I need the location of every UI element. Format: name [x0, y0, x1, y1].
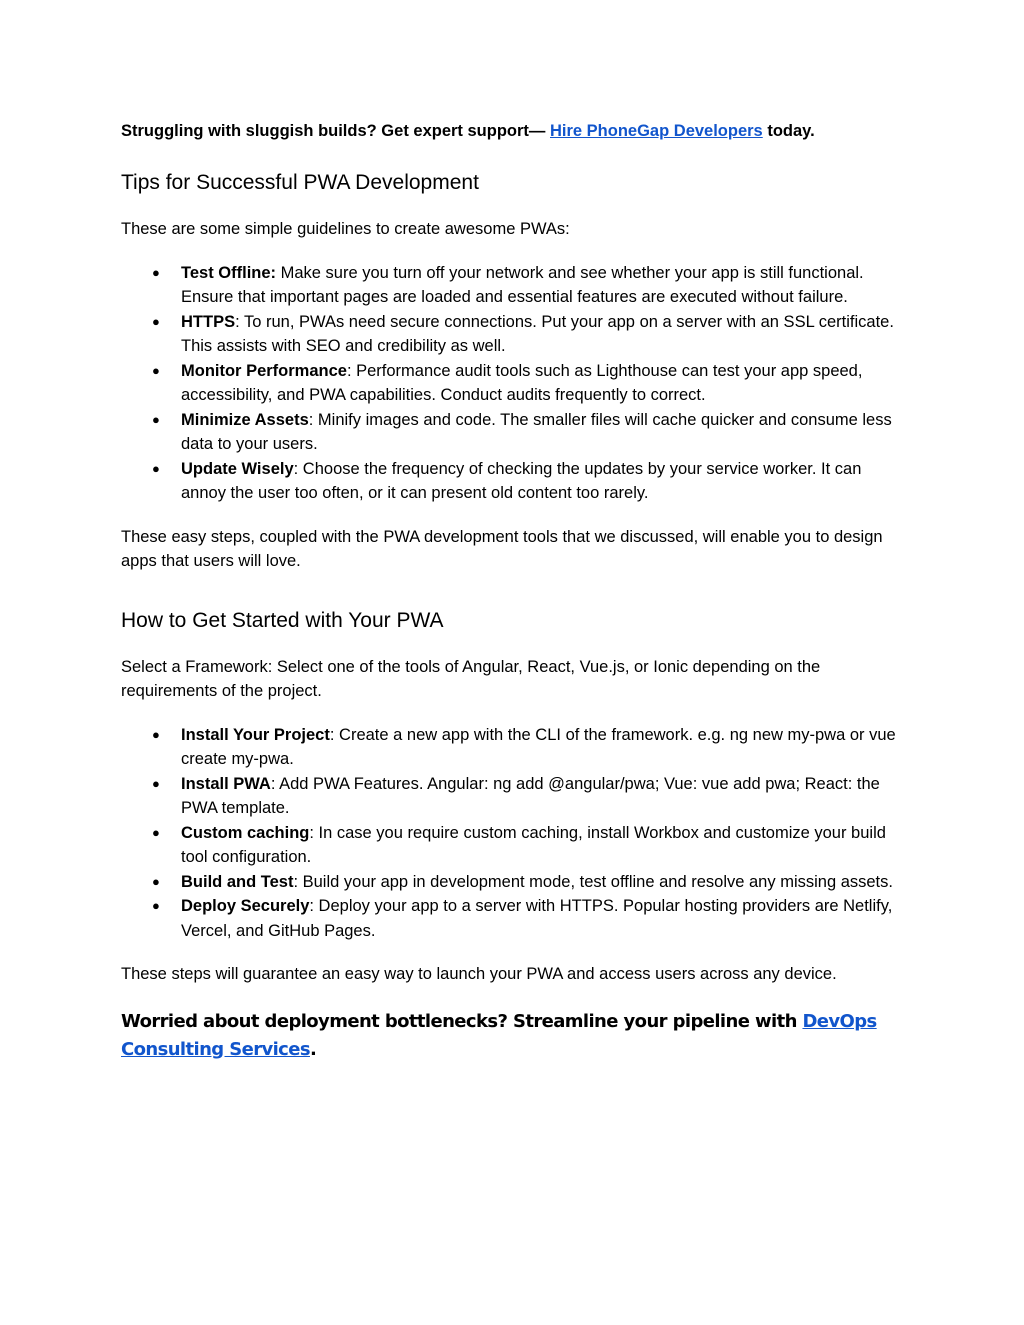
- list-item: [121, 457, 906, 506]
- list-item: [121, 261, 906, 310]
- cta-top-suffix: today.: [762, 122, 815, 140]
- cta-top: [121, 118, 906, 144]
- bullet-icon: ●: [152, 460, 160, 476]
- bullet-icon: ●: [152, 775, 160, 791]
- bullet-icon: ●: [152, 264, 160, 280]
- bullet-icon: ●: [152, 726, 160, 742]
- bullet-icon: ●: [152, 898, 160, 913]
- list-item: [121, 772, 906, 821]
- bullet-icon: ●: [152, 411, 160, 427]
- get-started-heading: How to Get Started with Your PWA: [121, 608, 444, 632]
- get-started-list: [121, 723, 906, 944]
- list-item-title: Custom caching: [181, 823, 310, 842]
- tips-intro: These are some simple guidelines to create awesome PWAs:: [121, 220, 570, 238]
- list-item-title: Build and Test: [181, 872, 294, 891]
- list-item-text: : Build your app in development mode, test offline and resolve any missing assets.: [293, 872, 893, 891]
- bullet-icon: ●: [152, 313, 160, 329]
- list-item: [121, 821, 906, 870]
- list-item-title: Install PWA: [181, 774, 271, 793]
- list-item-text: Make sure you turn off your network and see whether your app is still functional. Ensure that important pages are loaded and essential features are executed without failure.: [181, 263, 864, 306]
- list-item-title: Minimize Assets: [181, 410, 309, 429]
- bullet-icon: ●: [152, 362, 160, 378]
- bullet-icon: ●: [152, 824, 160, 840]
- list-item-text: : Choose the frequency of checking the updates by your service worker. It can annoy the user too often, or it can present old content too rarely.: [181, 459, 862, 502]
- devops-consulting-services-link[interactable]: DevOps Consulting Services: [121, 1010, 877, 1060]
- list-item: [121, 894, 906, 943]
- document-page: [121, 118, 906, 1064]
- list-item-text: : Performance audit tools such as Lighthouse can test your app speed, accessibility, and PWA capabilities. Conduct audits frequently to correct.: [181, 361, 863, 404]
- cta-top-prefix: Struggling with sluggish builds? Get expert support—: [121, 122, 550, 140]
- cta-bottom-prefix: Worried about deployment bottlenecks? Streamline your pipeline with: [121, 1010, 803, 1032]
- get-started-intro: Select a Framework: Select one of the tools of Angular, React, Vue.js, or Ionic depending on the requirements of the project.: [121, 657, 821, 700]
- list-item: [121, 359, 906, 408]
- list-item-text: : Add PWA Features. Angular: ng add @angular/pwa; Vue: vue add pwa; React: the PWA template.: [181, 774, 880, 817]
- list-item-text: : Create a new app with the CLI of the framework. e.g. ng new my-pwa or vue create my-pwa.: [181, 725, 896, 768]
- tips-heading: Tips for Successful PWA Development: [121, 171, 479, 194]
- tips-list: [121, 261, 906, 506]
- list-item-text: : To run, PWAs need secure connections. Put your app on a server with an SSL certificate. This assists with SEO and credibility as well.: [181, 312, 894, 355]
- tips-conclusion: These easy steps, coupled with the PWA development tools that we discussed, will enable you to design apps that users will love.: [121, 527, 883, 570]
- bullet-icon: ●: [152, 873, 160, 889]
- list-item: [121, 870, 906, 895]
- cta-bottom: [121, 1008, 906, 1064]
- list-item: [121, 723, 906, 772]
- list-item-title: Deploy Securely: [181, 897, 310, 915]
- list-item-title: Monitor Performance: [181, 361, 347, 380]
- list-item-text: : Deploy your app to a server with HTTPS. Popular hosting providers are Netlify, Vercel, and GitHub Pages.: [181, 897, 893, 940]
- list-item: [121, 310, 906, 359]
- list-item-title: Install Your Project: [181, 725, 330, 744]
- list-item: [121, 408, 906, 457]
- list-item-title: Update Wisely: [181, 459, 294, 478]
- cta-bottom-suffix: .: [309, 1038, 317, 1060]
- list-item-title: HTTPS: [181, 312, 236, 331]
- list-item-text: : In case you require custom caching, install Workbox and customize your build tool configuration.: [181, 823, 886, 866]
- get-started-conclusion: These steps will guarantee an easy way to launch your PWA and access users across any device.: [121, 965, 837, 983]
- hire-phonegap-developers-link[interactable]: Hire PhoneGap Developers: [550, 122, 763, 140]
- list-item-title: Test Offline:: [181, 263, 277, 282]
- list-item-text: : Minify images and code. The smaller files will cache quicker and consume less data to your users.: [181, 410, 892, 453]
